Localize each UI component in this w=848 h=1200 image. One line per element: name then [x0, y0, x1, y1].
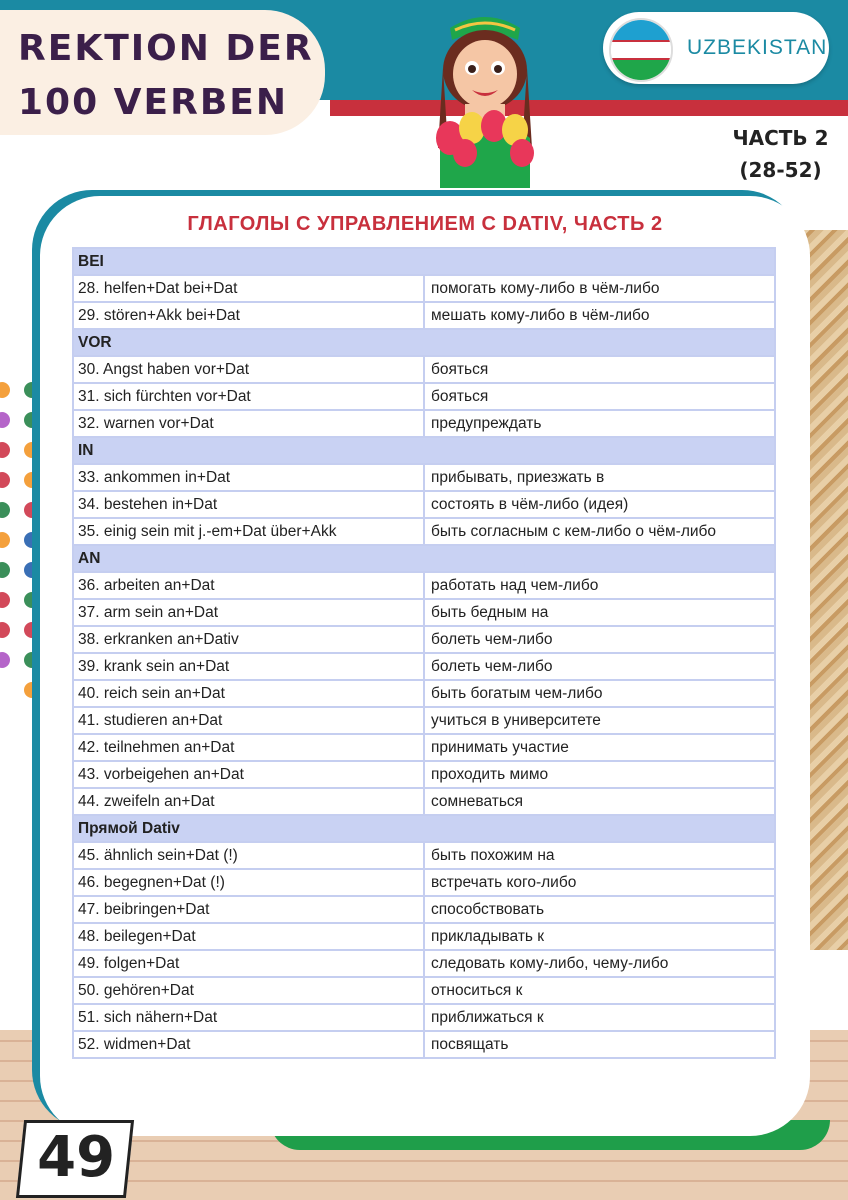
- verb-row: [73, 734, 775, 761]
- russian-translation-cell: приближаться к: [424, 1004, 775, 1031]
- verb-row: [73, 896, 775, 923]
- verb-row: [73, 464, 775, 491]
- section-header-label: Прямой Dativ: [73, 815, 775, 842]
- girl-with-tulips-illustration: [410, 8, 560, 188]
- german-verb-cell: 30. Angst haben vor+Dat: [73, 356, 424, 383]
- german-verb-cell: 29. stören+Akk bei+Dat: [73, 302, 424, 329]
- german-verb-cell: 46. begegnen+Dat (!): [73, 869, 424, 896]
- russian-translation-cell: помогать кому-либо в чём-либо: [424, 275, 775, 302]
- section-header-label: AN: [73, 545, 775, 572]
- section-header-row: [73, 248, 775, 275]
- german-verb-cell: 43. vorbeigehen an+Dat: [73, 761, 424, 788]
- part-label: [713, 116, 848, 196]
- russian-translation-cell: состоять в чём-либо (идея): [424, 491, 775, 518]
- verb-row: [73, 491, 775, 518]
- german-verb-cell: 51. sich nähern+Dat: [73, 1004, 424, 1031]
- german-verb-cell: 44. zweifeln an+Dat: [73, 788, 424, 815]
- verb-row: [73, 1004, 775, 1031]
- verb-row: [73, 761, 775, 788]
- verb-table: [72, 247, 776, 1059]
- page-number-box: [16, 1120, 134, 1198]
- section-header-row: [73, 815, 775, 842]
- german-verb-cell: 45. ähnlich sein+Dat (!): [73, 842, 424, 869]
- russian-translation-cell: работать над чем-либо: [424, 572, 775, 599]
- verb-row: [73, 356, 775, 383]
- uzbekistan-flag-icon: [609, 18, 673, 82]
- russian-translation-cell: принимать участие: [424, 734, 775, 761]
- red-band: [330, 100, 848, 116]
- russian-translation-cell: посвящать: [424, 1031, 775, 1058]
- russian-translation-cell: встречать кого-либо: [424, 869, 775, 896]
- russian-translation-cell: болеть чем-либо: [424, 626, 775, 653]
- verb-row: [73, 626, 775, 653]
- verb-row: [73, 707, 775, 734]
- part-range: (28-52): [739, 158, 822, 182]
- part-number: ЧАСТЬ 2: [732, 126, 829, 150]
- title-line-2: 100 VERBEN: [18, 82, 289, 123]
- verb-row: [73, 410, 775, 437]
- russian-translation-cell: прибывать, приезжать в: [424, 464, 775, 491]
- german-verb-cell: 39. krank sein an+Dat: [73, 653, 424, 680]
- russian-translation-cell: бояться: [424, 383, 775, 410]
- russian-translation-cell: сомневаться: [424, 788, 775, 815]
- verb-row: [73, 302, 775, 329]
- german-verb-cell: 36. arbeiten an+Dat: [73, 572, 424, 599]
- german-verb-cell: 50. gehören+Dat: [73, 977, 424, 1004]
- russian-translation-cell: быть согласным с кем-либо о чём-либо: [424, 518, 775, 545]
- section-header-row: [73, 545, 775, 572]
- verb-row: [73, 788, 775, 815]
- table-heading: ГЛАГОЛЫ С УПРАВЛЕНИЕМ С DATIV, ЧАСТЬ 2: [187, 213, 663, 235]
- german-verb-cell: 49. folgen+Dat: [73, 950, 424, 977]
- russian-translation-cell: предупреждать: [424, 410, 775, 437]
- german-verb-cell: 48. beilegen+Dat: [73, 923, 424, 950]
- german-verb-cell: 34. bestehen in+Dat: [73, 491, 424, 518]
- german-verb-cell: 52. widmen+Dat: [73, 1031, 424, 1058]
- german-verb-cell: 33. ankommen in+Dat: [73, 464, 424, 491]
- section-header-label: IN: [73, 437, 775, 464]
- german-verb-cell: 40. reich sein an+Dat: [73, 680, 424, 707]
- title-card: [0, 10, 325, 135]
- title-line-1: REKTION DER: [18, 28, 314, 69]
- country-label: UZBEKISTAN: [687, 36, 828, 59]
- verb-row: [73, 923, 775, 950]
- german-verb-cell: 28. helfen+Dat bei+Dat: [73, 275, 424, 302]
- verb-row: [73, 869, 775, 896]
- russian-translation-cell: бояться: [424, 356, 775, 383]
- russian-translation-cell: быть бедным на: [424, 599, 775, 626]
- german-verb-cell: 32. warnen vor+Dat: [73, 410, 424, 437]
- german-verb-cell: 38. erkranken an+Dativ: [73, 626, 424, 653]
- verb-row: [73, 977, 775, 1004]
- verb-row: [73, 572, 775, 599]
- section-header-row: [73, 329, 775, 356]
- russian-translation-cell: быть богатым чем-либо: [424, 680, 775, 707]
- german-verb-cell: 47. beibringen+Dat: [73, 896, 424, 923]
- german-verb-cell: 42. teilnehmen an+Dat: [73, 734, 424, 761]
- russian-translation-cell: болеть чем-либо: [424, 653, 775, 680]
- verb-row: [73, 653, 775, 680]
- verb-row: [73, 518, 775, 545]
- verb-row: [73, 1031, 775, 1058]
- verb-row: [73, 680, 775, 707]
- russian-translation-cell: мешать кому-либо в чём-либо: [424, 302, 775, 329]
- german-verb-cell: 31. sich fürchten vor+Dat: [73, 383, 424, 410]
- verb-row: [73, 950, 775, 977]
- russian-translation-cell: быть похожим на: [424, 842, 775, 869]
- russian-translation-cell: прикладывать к: [424, 923, 775, 950]
- russian-translation-cell: способствовать: [424, 896, 775, 923]
- russian-translation-cell: проходить мимо: [424, 761, 775, 788]
- german-verb-cell: 41. studieren an+Dat: [73, 707, 424, 734]
- verb-row: [73, 275, 775, 302]
- russian-translation-cell: относиться к: [424, 977, 775, 1004]
- verb-row: [73, 599, 775, 626]
- german-verb-cell: 37. arm sein an+Dat: [73, 599, 424, 626]
- section-header-row: [73, 437, 775, 464]
- section-header-label: BEI: [73, 248, 775, 275]
- russian-translation-cell: учиться в университете: [424, 707, 775, 734]
- section-header-label: VOR: [73, 329, 775, 356]
- page-number: 49: [37, 1125, 116, 1190]
- german-verb-cell: 35. einig sein mit j.-em+Dat über+Akk: [73, 518, 424, 545]
- russian-translation-cell: следовать кому-либо, чему-либо: [424, 950, 775, 977]
- country-badge: [603, 12, 829, 84]
- verb-row: [73, 383, 775, 410]
- verb-row: [73, 842, 775, 869]
